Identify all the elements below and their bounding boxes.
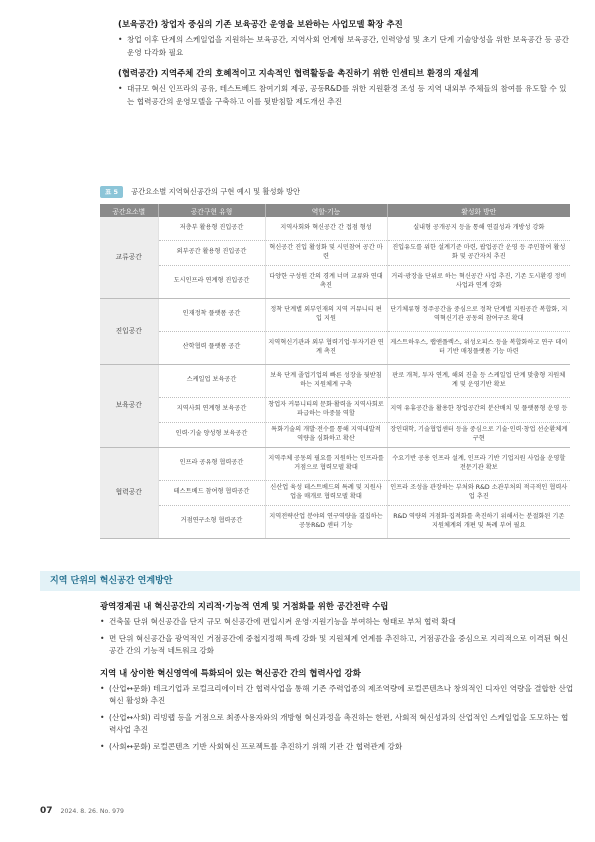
page-footer <box>40 806 124 816</box>
plan-cell: 거리·광장을 단위로 하는 혁신공간 사업 추진, 기존 도시환경 정비사업과 연계 강화 <box>387 265 570 298</box>
bottom-section <box>100 600 574 757</box>
role-cell: 혁신공간 진입 활성화 및 시민참여 공간 마련 <box>265 240 387 265</box>
category-cell: 진입공간 <box>100 298 158 364</box>
role-cell: 창업자 커뮤니티의 문화·활력을 지역사회로 파급하는 마중물 역할 <box>265 397 387 422</box>
table-row <box>100 397 570 422</box>
type-cell: 산학협력 플랫폼 공간 <box>158 331 265 364</box>
plan-cell: R&D 역량의 거점화·집적화를 촉진하기 위해서는 분절화된 기존 지원체계의 개편 및 특례 부여 필요 <box>387 505 570 538</box>
role-cell: 지역주체 공동의 필요를 지원하는 인프라를 거점으로 협력모델 확대 <box>265 447 387 480</box>
top-section <box>118 18 570 116</box>
plan-cell: 게스트하우스, 랩앤플렉스, 위성오피스 등을 복합화하고 연구 데이터 기반 매칭플랫폼 기능 마련 <box>387 331 570 364</box>
category-cell: 협력공간 <box>100 447 158 538</box>
plan-cell: 진입유도를 위한 설계기준 마련, 팝업공간 운영 등 주민참여 활성화 및 공간자치 추진 <box>387 240 570 265</box>
sub-heading-cooperation: (협력공간) 지역주체 간의 호혜적이고 지속적인 협력활동을 촉진하기 위한 인센티브 환경의 재설계 <box>118 68 479 78</box>
category-cell: 교류공간 <box>100 217 158 298</box>
category-cell: 보육공간 <box>100 364 158 447</box>
role-cell: 지역혁신기관과 외부 협력기업·투자기관 연계 촉진 <box>265 331 387 364</box>
type-cell: 거점연구소형 협력공간 <box>158 505 265 538</box>
type-cell: 외부공간 활용형 진입공간 <box>158 240 265 265</box>
plan-cell: 판로 개척, 투자 연계, 해외 진출 등 스케일업 단계 맞춤형 지원체계 및 운영기반 확보 <box>387 364 570 397</box>
table-row <box>100 422 570 447</box>
role-cell: 보육 단계 졸업기업의 빠른 성장을 뒷받침하는 지원체계 구축 <box>265 364 387 397</box>
table-row <box>100 265 570 298</box>
table-row <box>100 364 570 397</box>
type-cell: 저층부 활용형 진입공간 <box>158 217 265 240</box>
bullet-childcare: • 창업 이후 단계의 스케일업을 지원하는 보육공간, 지역사회 연계형 보육공간, 인력양성 및 초기 단계 기술양성을 위한 보육공간 등 공간운영 다각화 필요 <box>118 34 570 59</box>
bullet-industry-society: • (산업↔사회) 리빙랩 등을 거점으로 최종사용자와의 개방형 혁신과정을 촉진하는 한편, 사회적 혁신성과의 산업적인 스케일업을 도모하는 협력사업 추진 <box>100 712 574 737</box>
role-cell: 지역사회와 혁신공간 간 접점 형성 <box>265 217 387 240</box>
plan-cell: 단기체류형 정주공간을 중심으로 정착 단계별 지원공간 복합화, 지역혁신기관 공동의 참여구조 확대 <box>387 298 570 331</box>
table-caption <box>100 186 300 198</box>
table-row <box>100 505 570 538</box>
table-row <box>100 240 570 265</box>
issue-date: 2024. 8. 26. No. 979 <box>60 807 124 815</box>
type-cell: 테스트베드 참여형 협력공간 <box>158 480 265 505</box>
table-row <box>100 331 570 364</box>
bullet-industry-culture: • (산업↔문화) 테크기업과 로컬크리에이터 간 협력사업을 통해 기존 주력업종의 제조역량에 로컬콘텐츠나 창의적인 디자인 역량을 결합한 산업혁신 활성화 추진 <box>100 683 574 708</box>
section-title: 지역 단위의 혁신공간 연계방안 <box>50 576 173 586</box>
bullet-area-unit: • 면 단위 혁신공간을 광역적인 거점공간에 중첩지정해 특례 강화 및 지원체계 연계를 추진하고, 거점공간을 중심으로 지리적으로 이격된 혁신공간 간의 기능적 네트워크 강화 <box>100 633 574 658</box>
role-cell: 특화기술의 개발·전수를 통해 지역내발적 역량을 심화하고 확산 <box>265 422 387 447</box>
role-cell: 정착 단계별 외부인재의 지역 커뮤니티 편입 지원 <box>265 298 387 331</box>
sub-heading-childcare: (보육공간) 창업자 중심의 기존 보육공간 운영을 보완하는 사업모델 확장 추진 <box>118 19 403 29</box>
table-number-badge: 표 5 <box>100 186 123 198</box>
bullet-building-unit: • 건축물 단위 혁신공간을 단지 규모 혁신공간에 편입시켜 운영·지원기능을 부여하는 형태로 부처 협력 확대 <box>100 616 574 629</box>
plan-cell: 실내형 공개공지 등을 통해 연결성과 개방성 강화 <box>387 217 570 240</box>
table-row <box>100 217 570 240</box>
type-cell: 지역사회 연계형 보육공간 <box>158 397 265 422</box>
type-cell: 인재정착 플랫폼 공간 <box>158 298 265 331</box>
table-row <box>100 298 570 331</box>
type-cell: 인력·기술 양성형 보육공간 <box>158 422 265 447</box>
header-space-type: 공간구현 유형 <box>158 204 265 217</box>
plan-cell: 장인대학, 기술협업센터 등을 중심으로 기술·인력·창업 선순환체계 구현 <box>387 422 570 447</box>
bullet-cooperation: • 대규모 혁신 인프라의 공유, 테스트베드 참여기회 제공, 공동R&D를 위한 지원환경 조성 등 지역 내외부 주체들의 참여를 유도할 수 있는 협력공간의 운영모델을 구축하고 이를 뒷받침할 제도개선 추진 <box>118 83 570 108</box>
plan-cell: 수요기반 공용 인프라 설계, 인프라 기반 기업지원 사업을 운영할 전문기관 확보 <box>387 447 570 480</box>
section-title-bar <box>40 571 580 591</box>
bullet-society-culture: • (사회↔문화) 로컬콘텐츠 기반 사회혁신 프로젝트를 추진하기 위해 기관 간 협력관계 강화 <box>100 741 574 754</box>
innovation-space-table <box>100 204 570 539</box>
sub-heading-cooperation-projects: 지역 내 상이한 혁신영역에 특화되어 있는 혁신공간 간의 협력사업 강화 <box>100 667 361 678</box>
plan-cell: 인프라 조성을 관장하는 부처와 R&D 소관부처의 적극적인 협력사업 추진 <box>387 480 570 505</box>
type-cell: 도시인프라 연계형 진입공간 <box>158 265 265 298</box>
table-header-row <box>100 204 570 217</box>
sub-heading-spatial-strategy: 광역경제권 내 혁신공간의 지리적·기능적 연계 및 거점화를 위한 공간전략 수립 <box>100 601 389 611</box>
table-row <box>100 447 570 480</box>
header-activation-plan: 활성화 방안 <box>387 204 570 217</box>
type-cell: 스케일업 보육공간 <box>158 364 265 397</box>
table-title: 공간요소별 지역혁신공간의 구현 예시 및 활성화 방안 <box>131 187 301 196</box>
plan-cell: 지역 유휴공간을 활용한 창업공간의 분산배치 및 플랫폼형 운영 등 <box>387 397 570 422</box>
role-cell: 다양한 구성원 간의 경계 너머 교류와 연대 촉진 <box>265 265 387 298</box>
type-cell: 인프라 공유형 협력공간 <box>158 447 265 480</box>
role-cell: 신산업 육성 테스트베드의 특례 및 지원사업을 매개로 협력모델 확대 <box>265 480 387 505</box>
header-role-function: 역할·기능 <box>265 204 387 217</box>
page-number: 07 <box>40 806 53 816</box>
table-row <box>100 480 570 505</box>
header-space-element: 공간요소별 <box>100 204 158 217</box>
role-cell: 지역전략산업 분야의 연구역량을 결집하는 공동R&D 센터 기능 <box>265 505 387 538</box>
